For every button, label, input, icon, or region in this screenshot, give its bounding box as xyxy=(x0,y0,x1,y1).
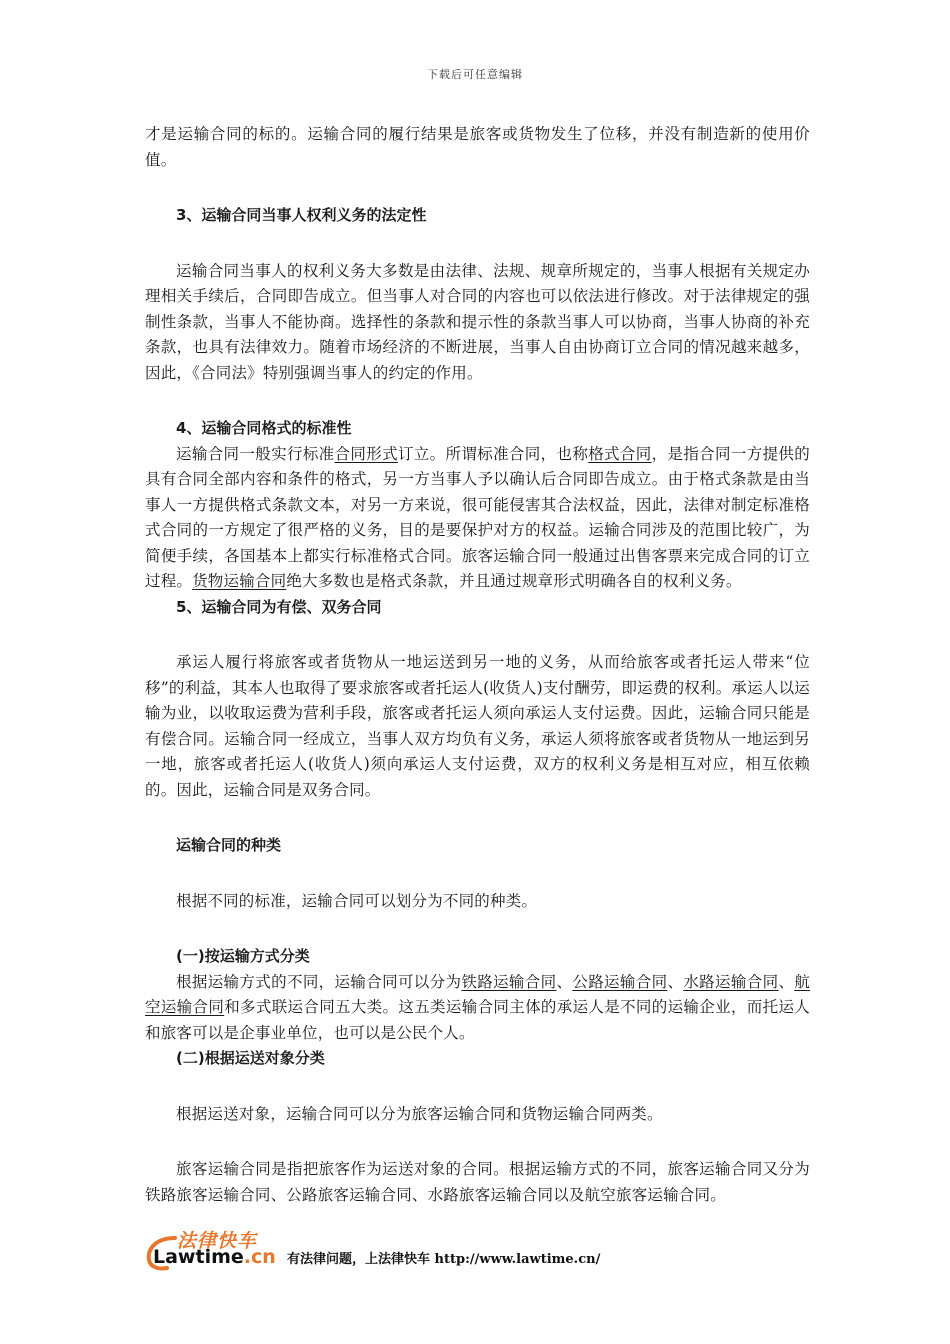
page-header: 下载后可任意编辑 xyxy=(427,68,523,81)
logo-en-suffix: .cn xyxy=(243,1246,276,1268)
document-body xyxy=(145,122,810,1208)
paragraph-7: 根据运送对象，运输合同可以分为旅客运输合同和货物运输合同两类。 xyxy=(176,1104,663,1123)
text-span: 绝大多数也是格式条款，并且通过规章形式明确各自的权利义务。 xyxy=(286,572,742,590)
heading-8: (二)根据运送对象分类 xyxy=(176,1049,325,1067)
link-water-contract[interactable]: 水路运输合同 xyxy=(683,972,779,991)
heading-3: 3、运输合同当事人权利义务的法定性 xyxy=(176,206,427,224)
paragraph-1: 才是运输合同的标的。运输合同的履行结果是旅客或货物发生了位移，并没有制造新的使用价值。 xyxy=(145,125,810,169)
paragraph-4: 承运人履行将旅客或者货物从一地运送到另一地的义务，从而给旅客或者托运人带来“位移”的利益，其本人也取得了要求旅客或者托运人(收货人)支付酬劳，即运费的权利。承运人以运输为业，以收取运费为营利手段，旅客或者托运人须向承运人支付运费。因此，运输合同只能是有偿合同。运输合同一经成立，当事人双方均负有义务，承运人须将旅客或者货物从一地运到另一地，旅客或者托运人(收货人)须向承运人支付运费，双方的权利义务是相互对应，相互依赖的。因此，运输合同是双务合同。 xyxy=(145,653,810,799)
text-span: 、 xyxy=(556,972,573,991)
lawtime-logo[interactable] xyxy=(145,1226,285,1272)
text-span: 根据运输方式的不同，运输合同可以分为 xyxy=(176,972,462,991)
text-span: ，是指合同一方提供的具有合同全部内容和条件的格式，另一方当事人予以确认后合同即告成立。由于格式条款是由当事人一方提供格式条款文本，对另一方来说，很可能侵害其合法权益，因此，法律对制定标准格式合同的一方规定了很严格的义务，目的是要保护对方的权益。运输合同涉及的范围比较广，为简便手续，各国基本上都实行标准格式合同。旅客运输合同一般通过出售客票来完成合同的订立过程。 xyxy=(145,444,810,590)
heading-7: (一)按运输方式分类 xyxy=(176,947,310,965)
text-span: 、 xyxy=(667,972,684,991)
link-cargo-contract[interactable]: 货物运输合同 xyxy=(192,572,287,590)
link-air-contract[interactable]: 航空运输合同 xyxy=(145,972,811,1016)
text-span: 和多式联运合同五大类。这五类运输合同主体的承运人是不同的运输企业，而托运人和旅客可以是企事业单位，也可以是公民个人。 xyxy=(145,998,810,1042)
page-footer xyxy=(145,1226,845,1276)
logo-chinese-text: 法律快车 xyxy=(177,1230,258,1252)
paragraph-2: 运输合同当事人的权利义务大多数是由法律、法规、规章所规定的，当事人根据有关规定办理相关手续后，合同即告成立。但当事人对合同的内容也可以依法进行修改。对于法律规定的强制性条款，当事人不能协商。选择性的条款和提示性的条款当事人可以协商，当事人协商的补充条款，也具有法律效力。随着市场经济的不断进展，当事人自由协商订立合同的情况越来越多，因此，《合同法》特别强调当事人的约定的作用。 xyxy=(145,261,810,382)
link-road-contract[interactable]: 公路运输合同 xyxy=(572,972,668,991)
logo-english-text xyxy=(153,1246,276,1268)
heading-5: 5、运输合同为有偿、双务合同 xyxy=(176,597,382,616)
text-span: 运输合同一般实行标准 xyxy=(176,444,335,463)
link-standard-contract[interactable]: 格式合同 xyxy=(588,444,652,463)
link-contract-form[interactable]: 合同形式 xyxy=(334,444,398,463)
heading-6: 运输合同的种类 xyxy=(176,836,282,854)
paragraph-6 xyxy=(145,970,810,1047)
footer-slogan: 有法律问题，上法律快车 http://www.lawtime.cn/ xyxy=(287,1252,601,1267)
paragraph-8: 旅客运输合同是指把旅客作为运送对象的合同。根据运输方式的不同，旅客运输合同又分为铁路旅客运输合同、公路旅客运输合同、水路旅客运输合同以及航空旅客运输合同。 xyxy=(145,1160,810,1204)
text-span: 、 xyxy=(778,972,795,991)
text-span: 订立。所谓标准合同，也称 xyxy=(397,444,589,463)
logo-en-main: Lawtime xyxy=(153,1246,244,1268)
link-railway-contract[interactable]: 铁路运输合同 xyxy=(461,972,557,991)
paragraph-5: 根据不同的标准，运输合同可以划分为不同的种类。 xyxy=(176,891,538,910)
heading-4: 4、运输合同格式的标准性 xyxy=(176,419,352,437)
paragraph-3 xyxy=(145,442,810,595)
